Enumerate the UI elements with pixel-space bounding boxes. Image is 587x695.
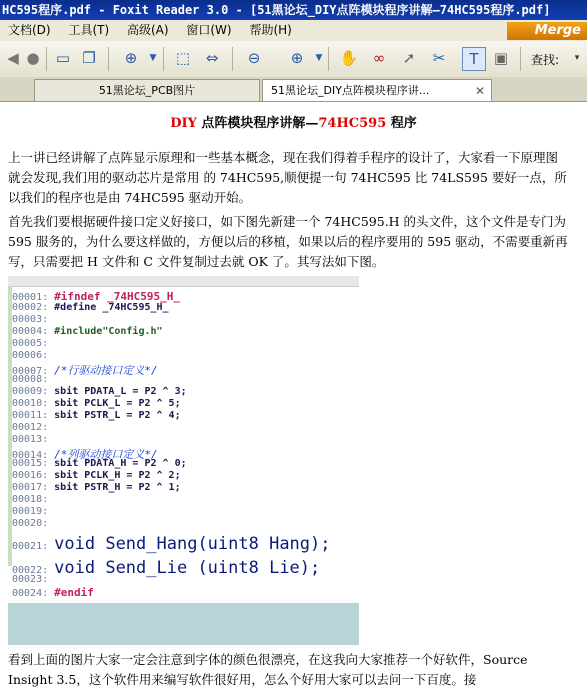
zoom-options-icon[interactable]: ▼ bbox=[315, 53, 323, 63]
merge-banner[interactable]: Merge bbox=[507, 22, 587, 40]
code-line bbox=[12, 470, 181, 481]
code-line bbox=[12, 350, 48, 361]
code-text: void Send_Hang(uint8 Hang); bbox=[54, 534, 331, 554]
code-line bbox=[12, 458, 187, 469]
document-tabs bbox=[0, 77, 587, 102]
code-line bbox=[12, 302, 169, 313]
code-text: #include"Config.h" bbox=[54, 326, 163, 337]
line-number: 00006: bbox=[12, 350, 49, 361]
paragraph-interface: 首先我们要根据硬件接口定义好接口，如下图先新建一个 74HC595.H 的头文件，这个文件是专门为 595 服务的，为什么要这样做的，方便以后的移植，如果以后的程序要用的 595 驱动，不需要重新再写，只需要把 H 文件和 C 文件复制过去就 OK 了。其写法如下图。 bbox=[8, 214, 568, 269]
toolbar bbox=[0, 41, 587, 78]
heading-post: 程序 bbox=[386, 116, 417, 131]
code-line bbox=[12, 410, 181, 421]
line-number: 00008: bbox=[12, 374, 49, 385]
code-line bbox=[12, 518, 48, 529]
line-number: 00019: bbox=[12, 506, 49, 517]
line-number: 00005: bbox=[12, 338, 49, 349]
code-line bbox=[12, 558, 320, 578]
code-line bbox=[12, 326, 163, 337]
snapshot-icon[interactable]: ✂ bbox=[432, 49, 446, 67]
close-icon[interactable]: ✕ bbox=[474, 84, 485, 98]
back-icon[interactable]: ◀ bbox=[7, 49, 19, 67]
menu-advanced[interactable]: 高级(A) bbox=[126, 23, 169, 37]
line-number: 00002: bbox=[12, 302, 55, 313]
page-layout-icon[interactable]: ▭ bbox=[55, 49, 71, 67]
code-text: /*行驱动接口定义*/ bbox=[54, 364, 158, 377]
line-number: 00024: bbox=[12, 588, 55, 599]
heading-chip: 74HC595 bbox=[318, 116, 387, 131]
code-line bbox=[12, 574, 48, 585]
code-line bbox=[12, 386, 187, 397]
code-line bbox=[12, 506, 48, 517]
tab-pcb[interactable]: 51黑论坛_PCB图片 bbox=[34, 79, 260, 101]
tab-diy-label: 51黑论坛_DIY点阵模块程序讲... bbox=[271, 84, 430, 97]
code-screenshot bbox=[8, 276, 359, 645]
line-number: 00007: bbox=[12, 366, 55, 377]
line-number: 00018: bbox=[12, 494, 49, 505]
code-text: sbit PCLK_L = P2 ^ 5; bbox=[54, 398, 181, 409]
code-text: sbit PDATA_L = P2 ^ 3; bbox=[54, 386, 187, 397]
code-line bbox=[12, 314, 48, 325]
heading-mid: 点阵模块程序讲解— bbox=[196, 116, 319, 131]
paragraph-source-insight: 看到上面的图片大家一定会注意到字体的颜色很漂亮，在这我向大家推荐一个好软件，Source Insight 3.5，这个软件用来编写软件很好用，怎么个好用大家可以去问一下百度。接 bbox=[8, 652, 528, 687]
line-number: 00017: bbox=[12, 482, 55, 493]
loupe-tool-icon[interactable]: ∞ bbox=[372, 49, 386, 67]
select-arrow-icon[interactable]: ➚ bbox=[402, 49, 416, 67]
menu-bar bbox=[0, 20, 587, 41]
line-number: 00021: bbox=[12, 541, 55, 552]
line-number: 00013: bbox=[12, 434, 49, 445]
line-number: 00003: bbox=[12, 314, 49, 325]
zoom-out-icon[interactable]: ⊖ bbox=[247, 49, 261, 67]
code-text: /*列驱动接口定义*/ bbox=[54, 448, 158, 461]
line-number: 00011: bbox=[12, 410, 55, 421]
code-text: #define _74HC595_H_ bbox=[54, 302, 169, 313]
menu-window[interactable]: 窗口(W) bbox=[186, 23, 232, 37]
search-dropdown-icon[interactable]: ▾ bbox=[574, 53, 580, 63]
code-text: sbit PSTR_H = P2 ^ 1; bbox=[54, 482, 181, 493]
menu-tools[interactable]: 工具(T) bbox=[68, 23, 110, 37]
zoom-dropdown-icon[interactable]: ▼ bbox=[149, 53, 157, 63]
code-line bbox=[12, 374, 48, 385]
fit-page-icon[interactable]: ⬚ bbox=[175, 49, 191, 67]
line-number: 00009: bbox=[12, 386, 55, 397]
window-title: HC595程序.pdf - Foxit Reader 3.0 - [51黑论坛_DIY点阵模块程序讲解—74HC595程序.pdf] bbox=[0, 0, 587, 20]
code-text: sbit PDATA_H = P2 ^ 0; bbox=[54, 458, 187, 469]
line-number: 00001: bbox=[12, 292, 55, 303]
code-line bbox=[12, 482, 181, 493]
document-page bbox=[0, 102, 587, 695]
forward-icon[interactable]: ● bbox=[26, 49, 40, 67]
zoom-in-icon[interactable]: ⊕ bbox=[124, 49, 138, 67]
hand-tool-icon[interactable]: ✋ bbox=[339, 49, 359, 67]
menu-document[interactable]: 文档(D) bbox=[8, 23, 51, 37]
code-line bbox=[12, 398, 181, 409]
code-text: void Send_Lie (uint8 Lie); bbox=[54, 558, 321, 578]
line-number: 00015: bbox=[12, 458, 55, 469]
code-line bbox=[12, 338, 48, 349]
code-text: sbit PCLK_H = P2 ^ 2; bbox=[54, 470, 181, 481]
code-line bbox=[12, 494, 48, 505]
code-toolbar-strip bbox=[8, 276, 359, 287]
line-number: 00016: bbox=[12, 470, 55, 481]
heading-diy: DIY bbox=[170, 116, 197, 131]
zoom-in-plus-icon[interactable]: ⊕ bbox=[290, 49, 304, 67]
code-text: #endif bbox=[54, 586, 94, 599]
line-number: 00023: bbox=[12, 574, 49, 585]
line-number: 00022: bbox=[12, 565, 55, 576]
tab-diy[interactable] bbox=[262, 79, 492, 101]
camera-icon[interactable]: ▣ bbox=[493, 49, 509, 67]
code-line bbox=[12, 422, 48, 433]
page-title bbox=[0, 112, 587, 131]
code-line bbox=[12, 586, 94, 599]
paragraph-intro: 上一讲已经讲解了点阵显示原理和一些基本概念，现在我们得着手程序的设计了，大家看一下原理图就会发现,我们用的驱动芯片是常用 的 74HC595,顺便提一句 74HC595 比 74LS595 要好一点，所以我们的程序也是由 74HC595 驱动开始。 bbox=[8, 150, 567, 205]
code-text: #ifndef _74HC595_H_ bbox=[54, 290, 180, 303]
line-number: 00020: bbox=[12, 518, 49, 529]
code-footer-area bbox=[8, 603, 359, 645]
code-line bbox=[12, 434, 48, 445]
search-label: 查找: bbox=[531, 53, 560, 67]
text-select-icon[interactable]: T bbox=[462, 47, 486, 71]
fit-width-icon[interactable]: ⇔ bbox=[205, 49, 219, 67]
line-number: 00004: bbox=[12, 326, 55, 337]
line-number: 00010: bbox=[12, 398, 55, 409]
code-text: sbit PSTR_L = P2 ^ 4; bbox=[54, 410, 181, 421]
copy-pages-icon[interactable]: ❐ bbox=[82, 49, 96, 67]
code-line bbox=[12, 534, 331, 554]
line-number: 00014: bbox=[12, 450, 55, 461]
line-number: 00012: bbox=[12, 422, 49, 433]
menu-help[interactable]: 帮助(H) bbox=[249, 23, 292, 37]
